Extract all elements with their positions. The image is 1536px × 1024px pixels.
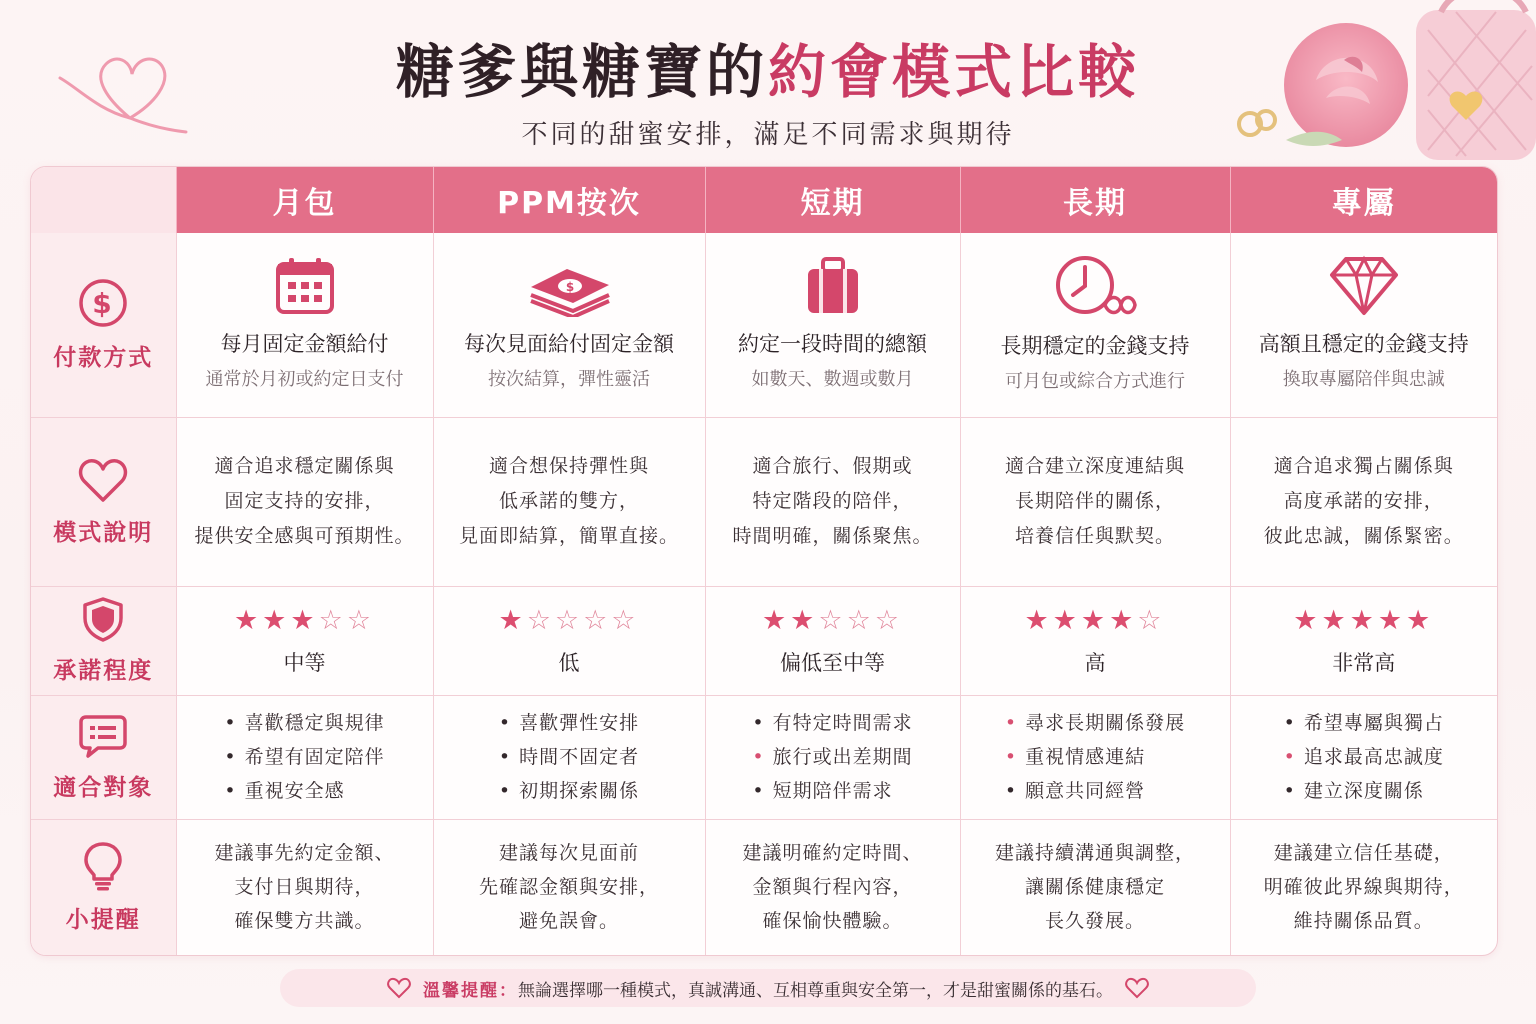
money-stack-icon <box>523 255 615 317</box>
list-item: • 重視安全感 <box>224 774 384 808</box>
row-label-tips: 小提醒 <box>65 906 141 933</box>
tip-line: 維持關係品質。 <box>1293 910 1434 933</box>
warm-reminder-banner <box>280 969 1256 1007</box>
payment-sub-text: 按次結算，彈性靈活 <box>488 368 650 390</box>
filled-stars: ★ <box>498 604 527 636</box>
reminder-text: 無論選擇哪一種模式，真誠溝通、互相尊重與安全第一，才是甜蜜關係的基石。 <box>518 980 1113 1001</box>
description-line: 適合追求獨占關係與 <box>1273 455 1454 477</box>
calendar-icon <box>274 255 336 317</box>
tip-line: 長久發展。 <box>1044 910 1145 933</box>
commitment-level: 非常高 <box>1332 650 1396 675</box>
tips-cell-monthly <box>176 819 433 955</box>
commitment-cell-exclusive <box>1230 586 1497 695</box>
tip-line: 建議每次見面前 <box>498 842 639 865</box>
description-line: 彼此忠誠，關係緊密。 <box>1263 525 1464 547</box>
svg-text:$: $ <box>565 279 575 294</box>
suitcase-icon <box>802 255 864 317</box>
heart-outline-icon <box>1125 977 1149 999</box>
tip-line: 支付日與期待， <box>234 876 375 899</box>
empty-stars: ☆ <box>1137 604 1166 636</box>
svg-text:$: $ <box>92 287 114 321</box>
payment-cell-short-term <box>705 233 960 417</box>
row-head-audience <box>31 695 176 819</box>
payment-sub-text: 如數天、數週或數月 <box>751 368 914 390</box>
row-label-audience: 適合對象 <box>53 774 154 801</box>
list-item: • 喜歡穩定與規律 <box>224 706 384 740</box>
comparison-table <box>31 167 1497 955</box>
tip-line: 確保雙方共識。 <box>234 910 375 933</box>
commitment-cell-monthly <box>176 586 433 695</box>
tip-line: 避免誤會。 <box>518 910 619 933</box>
payment-sub-text: 可月包或綜合方式進行 <box>1005 370 1185 392</box>
tip-line: 建議明確約定時間、 <box>742 842 923 865</box>
tips-cell-ppm <box>433 819 705 955</box>
list-item: • 建立深度關係 <box>1284 774 1444 808</box>
payment-cell-monthly <box>176 233 433 417</box>
reminder-label: 溫馨提醒： <box>423 980 518 1001</box>
description-cell-long-term <box>960 417 1230 586</box>
description-line: 高度承諾的安排， <box>1283 490 1444 512</box>
tip-line: 明確彼此界線與期待， <box>1263 876 1464 899</box>
clock-infinity-icon <box>1053 253 1137 319</box>
description-line: 見面即結算，簡單直接。 <box>458 525 679 547</box>
description-line: 適合追求穩定關係與 <box>214 455 395 477</box>
title-part-2: 約會模式比較 <box>768 38 1141 106</box>
tip-line: 建議事先約定金額、 <box>214 842 395 865</box>
list-item: • 旅行或出差期間 <box>752 740 912 774</box>
tip-line: 讓關係健康穩定 <box>1024 876 1165 899</box>
description-line: 特定階段的陪伴， <box>752 490 913 512</box>
filled-stars: ★★★★★ <box>1293 604 1435 636</box>
empty-stars: ☆☆☆☆ <box>526 604 640 636</box>
audience-cell-long-term <box>960 695 1230 819</box>
row-head-description <box>31 417 176 586</box>
description-cell-exclusive <box>1230 417 1497 586</box>
column-header-short-term: 短期 <box>705 167 960 233</box>
description-line: 培養信任與默契。 <box>1014 525 1175 547</box>
audience-cell-exclusive <box>1230 695 1497 819</box>
row-head-tips <box>31 819 176 955</box>
page-subtitle: 不同的甜蜜安排，滿足不同需求與期待 <box>521 120 1015 150</box>
description-line: 時間明確，關係聚焦。 <box>732 525 933 547</box>
filled-stars: ★★ <box>761 604 819 636</box>
payment-main-text: 長期穩定的金錢支持 <box>1000 333 1190 358</box>
chat-bubble-icon <box>78 713 128 759</box>
lightbulb-icon <box>83 841 123 891</box>
description-line: 提供安全感與可預期性。 <box>194 525 415 547</box>
payment-main-text: 每次見面給付固定金額 <box>464 331 674 356</box>
header-corner <box>31 167 176 233</box>
payment-cell-long-term <box>960 233 1230 417</box>
list-item: • 追求最高忠誠度 <box>1284 740 1444 774</box>
commitment-cell-long-term <box>960 586 1230 695</box>
filled-stars: ★★★★ <box>1024 604 1138 636</box>
row-label-payment: 付款方式 <box>53 345 154 372</box>
table-row-payment <box>31 233 1497 417</box>
list-item: • 短期陪伴需求 <box>752 774 912 808</box>
description-line: 適合建立深度連結與 <box>1004 455 1185 477</box>
column-header-long-term: 長期 <box>960 167 1230 233</box>
column-header-monthly: 月包 <box>176 167 433 233</box>
description-cell-monthly <box>176 417 433 586</box>
row-label-commitment: 承諾程度 <box>53 658 154 684</box>
list-item: • 喜歡彈性安排 <box>499 706 639 740</box>
audience-cell-short-term <box>705 695 960 819</box>
list-item: • 時間不固定者 <box>499 740 639 774</box>
rating-stars <box>1231 605 1498 637</box>
tips-cell-long-term <box>960 819 1230 955</box>
heart-outline-icon <box>387 977 411 999</box>
list-item: • 希望專屬與獨占 <box>1284 706 1444 740</box>
table-header-row <box>31 167 1497 233</box>
shield-icon <box>81 596 125 642</box>
tip-line: 金額與行程內容， <box>752 876 913 899</box>
empty-stars: ☆☆ <box>318 604 376 636</box>
list-item: • 希望有固定陪伴 <box>224 740 384 774</box>
payment-main-text: 每月固定金額給付 <box>220 331 389 356</box>
tips-cell-exclusive <box>1230 819 1497 955</box>
row-head-payment <box>31 233 176 417</box>
rating-stars <box>706 605 960 637</box>
rating-stars <box>434 605 705 637</box>
row-head-commitment <box>31 586 176 695</box>
commitment-cell-short-term <box>705 586 960 695</box>
audience-cell-ppm <box>433 695 705 819</box>
description-line: 適合想保持彈性與 <box>488 455 649 477</box>
description-line: 適合旅行、假期或 <box>752 455 913 477</box>
commitment-level: 低 <box>558 650 580 675</box>
description-line: 長期陪伴的關係， <box>1014 490 1175 512</box>
tip-line: 確保愉快體驗。 <box>762 910 903 933</box>
diamond-icon <box>1328 255 1400 317</box>
heart-icon <box>77 456 129 504</box>
rating-stars <box>961 605 1230 637</box>
list-item: • 重視情感連結 <box>1005 740 1185 774</box>
commitment-level: 偏低至中等 <box>780 650 885 675</box>
list-item: • 初期探索關係 <box>499 774 639 808</box>
tip-line: 建議持續溝通與調整， <box>994 842 1195 865</box>
description-line: 固定支持的安排， <box>224 490 385 512</box>
column-header-ppm: PPM按次 <box>433 167 705 233</box>
table-row-description <box>31 417 1497 586</box>
empty-stars: ☆☆☆ <box>818 604 904 636</box>
title-part-1: 糖爹與糖寶的 <box>395 38 768 106</box>
commitment-level: 高 <box>1084 650 1106 675</box>
audience-cell-monthly <box>176 695 433 819</box>
description-line: 低承諾的雙方， <box>498 490 639 512</box>
list-item: • 尋求長期關係發展 <box>1005 706 1185 740</box>
commitment-cell-ppm <box>433 586 705 695</box>
column-header-exclusive: 專屬 <box>1230 167 1497 233</box>
table-row-commitment <box>31 586 1497 695</box>
list-item: • 有特定時間需求 <box>752 706 912 740</box>
comparison-table-card <box>30 166 1498 956</box>
row-label-description: 模式說明 <box>53 520 154 546</box>
rating-stars <box>177 605 433 637</box>
payment-cell-exclusive <box>1230 233 1497 417</box>
filled-stars: ★★★ <box>233 604 319 636</box>
page-title <box>0 36 1536 108</box>
payment-main-text: 高額且穩定的金錢支持 <box>1258 331 1469 356</box>
dollar-circle-icon <box>77 277 129 329</box>
description-cell-short-term <box>705 417 960 586</box>
tip-line: 建議建立信任基礎， <box>1273 842 1454 865</box>
tips-cell-short-term <box>705 819 960 955</box>
payment-sub-text: 通常於月初或約定日支付 <box>205 368 404 390</box>
payment-main-text: 約定一段時間的總額 <box>738 331 927 356</box>
table-row-tips <box>31 819 1497 955</box>
payment-sub-text: 換取專屬陪伴與忠誠 <box>1282 368 1445 390</box>
tip-line: 先確認金額與安排， <box>478 876 659 899</box>
table-row-audience <box>31 695 1497 819</box>
payment-cell-ppm <box>433 233 705 417</box>
list-item: • 願意共同經營 <box>1005 774 1185 808</box>
description-cell-ppm <box>433 417 705 586</box>
commitment-level: 中等 <box>283 650 326 675</box>
